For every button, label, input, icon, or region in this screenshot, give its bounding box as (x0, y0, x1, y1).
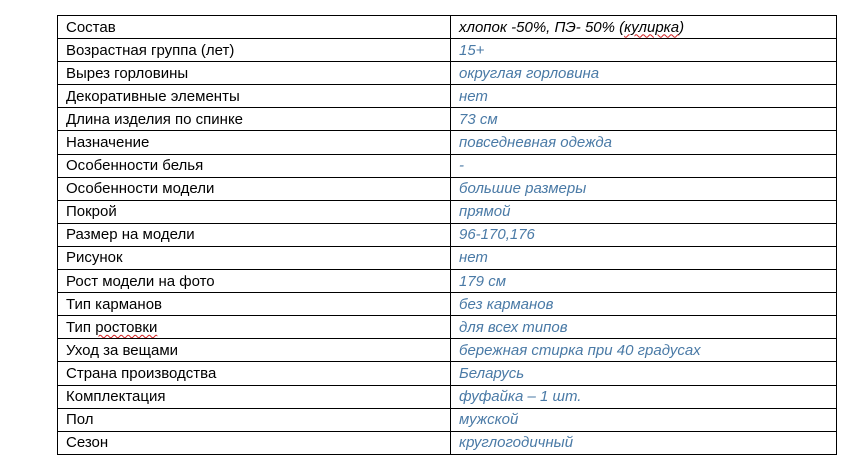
spec-row-care (58, 339, 837, 362)
spec-value: мужской (451, 408, 837, 431)
spec-row-back-length (58, 108, 837, 131)
spec-row-pocket-type (58, 293, 837, 316)
spec-row-model-size (58, 223, 837, 246)
spec-value: 73 см (451, 108, 837, 131)
spec-value: фуфайка – 1 шт. (451, 385, 837, 408)
spec-row-cut (58, 200, 837, 223)
spec-label: Длина изделия по спинке (58, 108, 451, 131)
spec-value (451, 16, 837, 39)
spec-value: для всех типов (451, 316, 837, 339)
spec-value: - (451, 154, 837, 177)
spec-row-model-height (58, 270, 837, 293)
spec-label: Покрой (58, 200, 451, 223)
spec-row-neckline (58, 62, 837, 85)
spec-row-season (58, 431, 837, 454)
spec-label: Рисунок (58, 246, 451, 269)
spec-row-purpose (58, 131, 837, 154)
spec-row-model-features (58, 177, 837, 200)
spec-value: 96-170,176 (451, 223, 837, 246)
spec-label: Сезон (58, 431, 451, 454)
spec-label: Особенности модели (58, 177, 451, 200)
spec-label: Назначение (58, 131, 451, 154)
spec-row-pattern (58, 246, 837, 269)
spec-value: нет (451, 85, 837, 108)
spec-value: большие размеры (451, 177, 837, 200)
spec-row-underwear-features (58, 154, 837, 177)
spec-row-age-group (58, 39, 837, 62)
product-spec-table (57, 15, 837, 455)
spec-row-composition (58, 16, 837, 39)
spec-value: округлая горловина (451, 62, 837, 85)
spec-label: Состав (58, 16, 451, 39)
spec-label: Возрастная группа (лет) (58, 39, 451, 62)
spelling-marked-word: кулирка (624, 18, 680, 36)
spelling-marked-word: ростовки (95, 318, 158, 336)
spec-label: Рост модели на фото (58, 270, 451, 293)
spec-label: Декоративные элементы (58, 85, 451, 108)
spec-label: Комплектация (58, 385, 451, 408)
spec-row-decorative-elements (58, 85, 837, 108)
spec-value: без карманов (451, 293, 837, 316)
spec-value: 15+ (451, 39, 837, 62)
spec-row-country (58, 362, 837, 385)
spec-row-gender (58, 408, 837, 431)
spec-label-text: Тип (66, 318, 96, 336)
spec-value-text: ) (679, 18, 685, 36)
spec-value-text: хлопок -50%, ПЭ- 50% ( (459, 18, 625, 36)
spec-label: Особенности белья (58, 154, 451, 177)
spec-label: Уход за вещами (58, 339, 451, 362)
spec-value: Беларусь (451, 362, 837, 385)
spec-value: круглогодичный (451, 431, 837, 454)
spec-value: прямой (451, 200, 837, 223)
spec-label: Вырез горловины (58, 62, 451, 85)
spec-label: Страна производства (58, 362, 451, 385)
spec-label: Размер на модели (58, 223, 451, 246)
spec-label: Пол (58, 408, 451, 431)
spec-value: бережная стирка при 40 градусах (451, 339, 837, 362)
spec-value: повседневная одежда (451, 131, 837, 154)
spec-row-package (58, 385, 837, 408)
spec-label: Тип карманов (58, 293, 451, 316)
spec-value: нет (451, 246, 837, 269)
spec-row-height-type (58, 316, 837, 339)
spec-label (58, 316, 451, 339)
spec-value: 179 см (451, 270, 837, 293)
